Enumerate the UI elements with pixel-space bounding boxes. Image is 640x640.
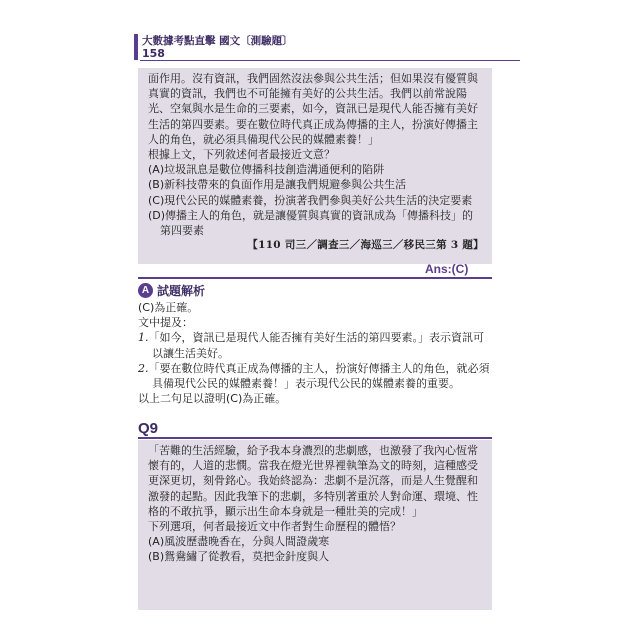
question-9-heading (138, 420, 492, 438)
q8-question: 根據上文，下列敘述何者最接近文意？ (148, 148, 335, 162)
q8-option-d: (D)傳播主人的角色，就是讓優質與真實的資訊成為「傳播科技」的第四要素 (148, 208, 474, 238)
q9-option-a: (A)風波歷盡晚香在，分與人間證歲寒 (148, 535, 330, 549)
q8-passage: 面作用。沒有資訊，我們固然沒法參與公共生活；但如果沒有優質與真實的資訊，我們也不可能擁有美好的公共生活。我們以前常說陽光、空氣與水是生命的三要素，如今，資訊已是現代人能否擁有美好生活的第四要素。要在數位時代真正成為傳播的主人，扮演好傳播主人的角色，就必須具備現代公民的媒體素養！」 (148, 72, 478, 146)
q8-option-a: (A)垃圾訊息是數位傳播科技創造溝通便利的陷阱 (148, 163, 385, 177)
item-text: 「如今，資訊已是現代人能否擁有美好生活的第四要素。」表示資訊可以讓生活美好。 (148, 331, 484, 360)
question-9-box (138, 440, 492, 610)
header-divider (140, 60, 520, 61)
analysis-body (138, 300, 492, 406)
q9-label: Q9 (138, 420, 159, 437)
q9-passage: 「苦難的生活經驗，給予我本身濃烈的悲劇感，也激發了我內心恆常懷有的，人道的悲憫。當我在燈光世界裡執筆為文的時刻，這種感受更深更切，刻骨銘心。我始終認為：悲劇不是沉落，而是人生覺醒和激發的起點。因此我筆下的悲劇，多特別著重於人對命運、環境、性格的不敢抗爭，顯示出生命本身就是一種壯美的完成！」 (148, 444, 478, 518)
q9-divider (138, 437, 492, 439)
analysis-title: 試題解析 (157, 283, 206, 298)
analysis-heading (138, 282, 205, 298)
analysis-line-2: 文中提及： (138, 316, 193, 330)
analysis-conclusion: 以上二句足以證明(C)為正確。 (138, 392, 287, 406)
analysis-badge-icon: A (138, 283, 153, 298)
item-text: 「要在數位時代真正成為傳播的主人，扮演好傳播主人的角色，就必須具備現代公民的媒體素養！」表示現代公民的媒體素養的重要。 (148, 361, 490, 391)
analysis-item-1 (138, 330, 492, 360)
q9-question: 下列選項，何者最接近文中作者對生命歷程的體悟？ (148, 520, 401, 534)
page-header (122, 30, 522, 64)
q8-option-b: (B)新科技帶來的負面作用是讓我們規避參與公共生活 (148, 178, 407, 192)
question-8-box (138, 68, 492, 264)
analysis-item-2 (138, 361, 492, 391)
analysis-line-1: (C)為正確。 (138, 301, 199, 314)
book-title: 大數據考點直擊 國文〔測驗題〕 (142, 35, 293, 47)
item-number: 2. (138, 361, 149, 375)
answer-divider (138, 277, 492, 279)
q8-source: 【110 司三／調查三／海巡三／移民三第 3 題】 (247, 239, 484, 252)
item-number: 1. (138, 331, 149, 345)
q8-answer: Ans:(C) (425, 262, 469, 276)
q9-option-b: (B)鴛鴦繡了從教看，莫把金針度與人 (148, 550, 330, 564)
page-number: 158 (142, 47, 165, 60)
q8-option-c: (C)現代公民的媒體素養，扮演著我們參與美好公共生活的決定要素 (148, 193, 473, 207)
header-accent-bar (134, 34, 138, 60)
